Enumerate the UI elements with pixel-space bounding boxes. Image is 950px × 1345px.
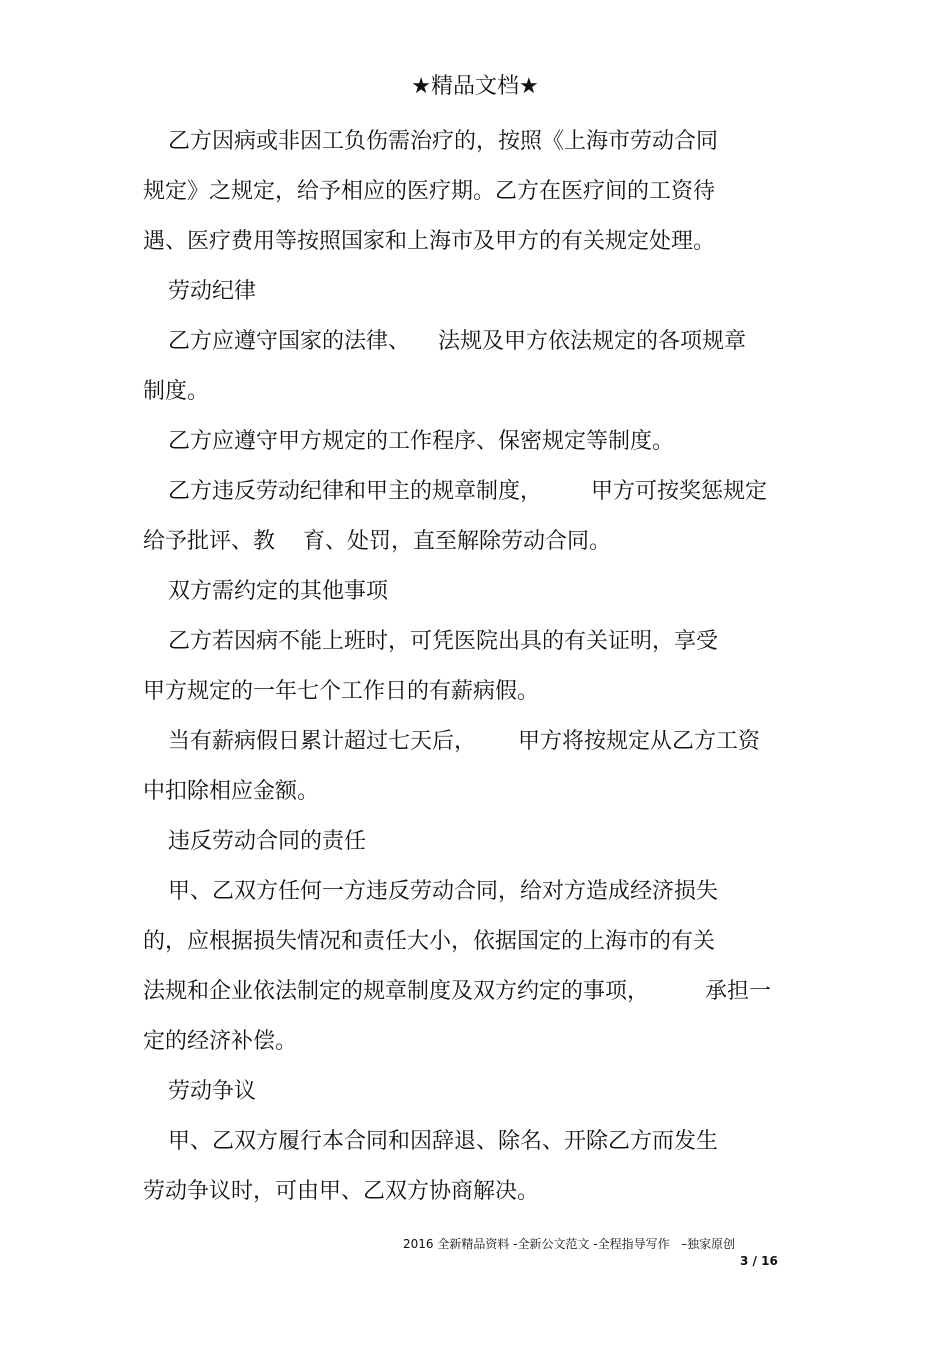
paragraph-line: 定的经济补偿。 (143, 1029, 298, 1054)
paragraph-line: 劳动争议时，可由甲、乙双方协商解决。 (143, 1179, 540, 1204)
paragraph-line: 制度。 (143, 379, 210, 404)
paragraph-line: 给予批评、教 育、处罚，直至解除劳动合同。 (143, 529, 611, 554)
page-number: 3 / 16 (740, 1254, 778, 1268)
paragraph-line: 乙方若因病不能上班时，可凭医院出具的有关证明，享受 (168, 629, 719, 654)
paragraph-line: 法规和企业依法制定的规章制度及双方约定的事项， 承担一 (143, 979, 771, 1004)
paragraph-line: 规定》之规定，给予相应的医疗期。乙方在医疗间的工资待 (143, 179, 716, 204)
paragraph-line: 乙方违反劳动纪律和甲主的规章制度， 甲方可按奖惩规定 (168, 479, 767, 504)
footer-note: 2016 全新精品资料 -全新公文范文 -全程指导写作 –独家原创 (403, 1237, 736, 1251)
paragraph-line: 乙方应遵守甲方规定的工作程序、保密规定等制度。 (168, 429, 675, 454)
section-heading: 违反劳动合同的责任 (168, 829, 367, 854)
paragraph-line: 甲方规定的一年七个工作日的有薪病假。 (143, 679, 540, 704)
paragraph-line: 中扣除相应金额。 (143, 779, 320, 804)
section-heading: 双方需约定的其他事项 (168, 579, 389, 604)
paragraph-line: 乙方因病或非因工负伤需治疗的，按照《上海市劳动合同 (168, 129, 719, 154)
paragraph-line: 甲、乙双方任何一方违反劳动合同，给对方造成经济损失 (168, 879, 719, 904)
paragraph-line: 乙方应遵守国家的法律、 法规及甲方依法规定的各项规章 (168, 329, 746, 354)
paragraph-line: 当有薪病假日累计超过七天后， 甲方将按规定从乙方工资 (168, 729, 760, 754)
paragraph-line: 遇、医疗费用等按照国家和上海市及甲方的有关规定处理。 (143, 229, 716, 254)
section-heading: 劳动争议 (168, 1079, 257, 1104)
section-heading: 劳动纪律 (168, 279, 257, 304)
paragraph-line: 甲、乙双方履行本合同和因辞退、除名、开除乙方而发生 (168, 1129, 719, 1154)
page-header-title: ★精品文档★ (411, 74, 539, 99)
paragraph-line: 的，应根据损失情况和责任大小，依据国定的上海市的有关 (143, 929, 716, 954)
